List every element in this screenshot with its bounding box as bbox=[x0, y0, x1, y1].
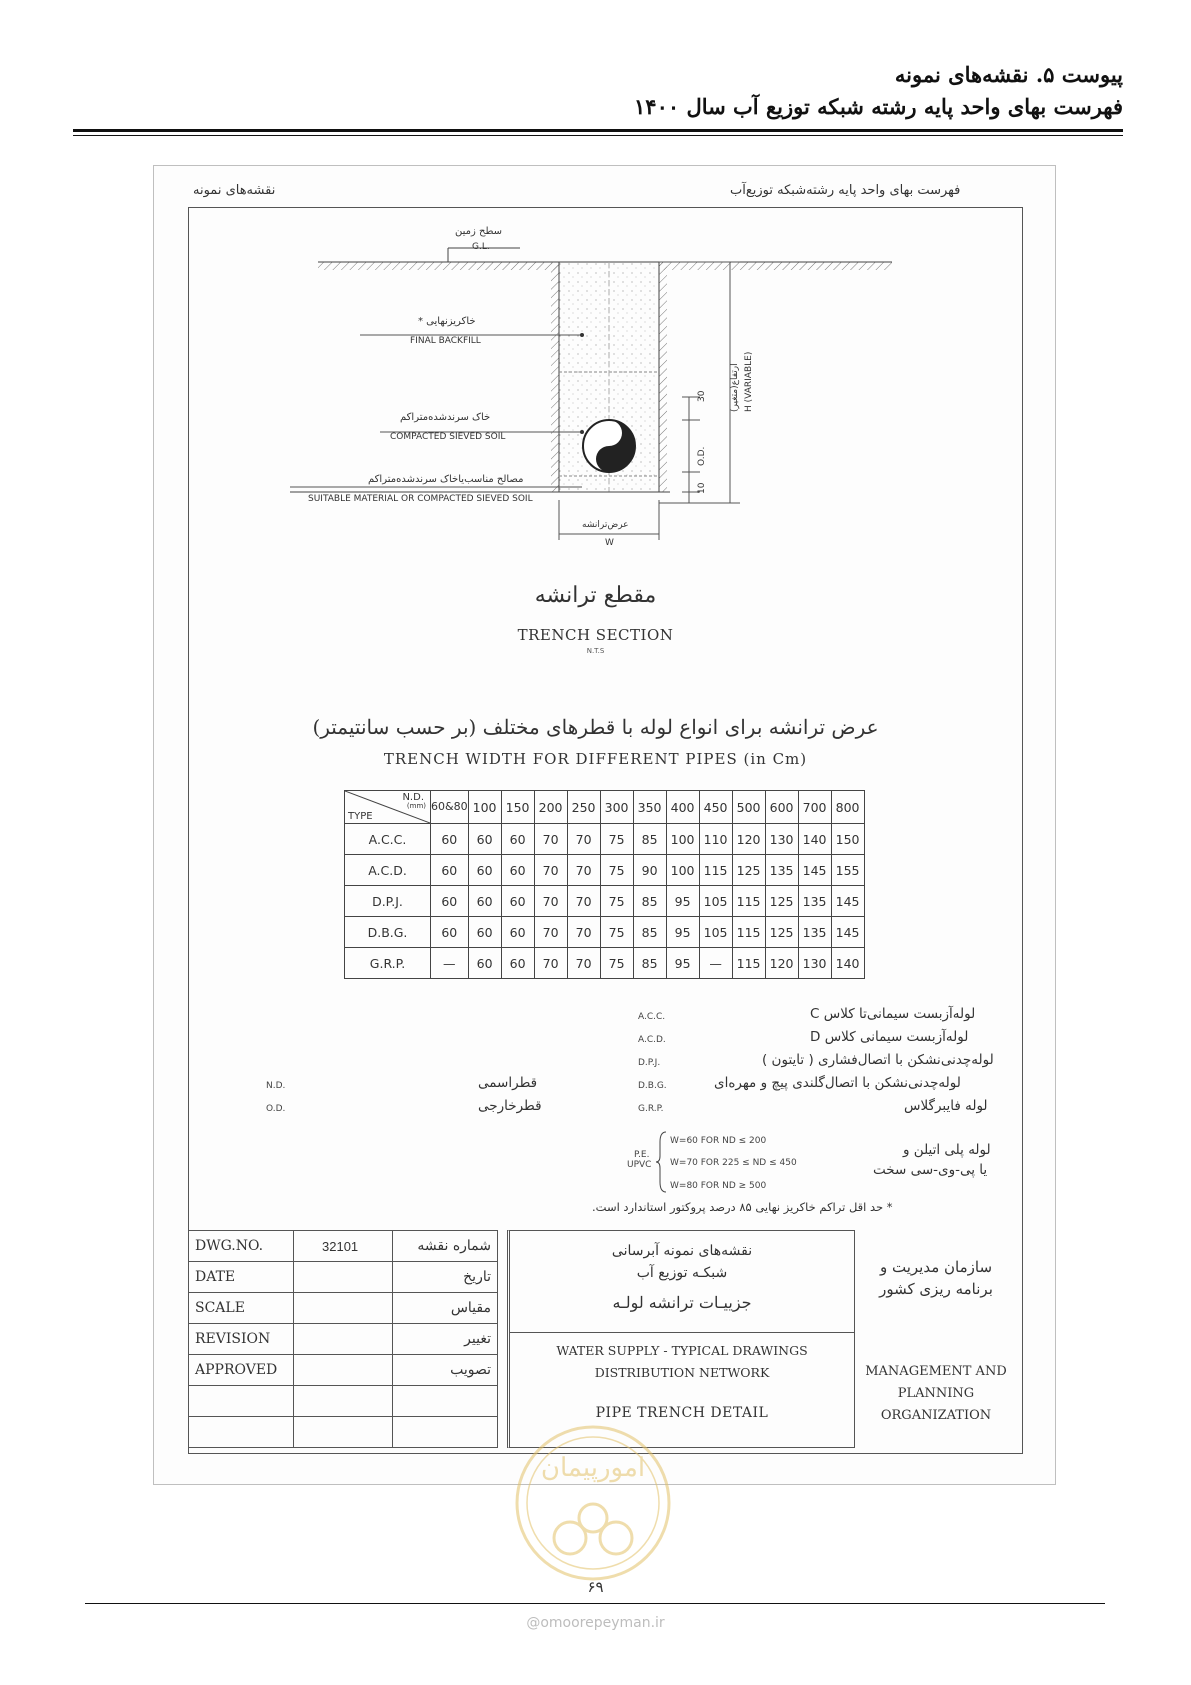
org-name-en-1: MANAGEMENT AND bbox=[865, 1364, 1007, 1379]
table-cell: 60 bbox=[468, 948, 501, 979]
table-cell: 115 bbox=[732, 948, 765, 979]
drawing-title-en-2: DISTRIBUTION NETWORK bbox=[594, 1365, 770, 1380]
row-type: D.B.G. bbox=[345, 917, 431, 948]
table-cell: 70 bbox=[567, 948, 600, 979]
table-cell: 75 bbox=[600, 917, 633, 948]
tb-value bbox=[294, 1417, 393, 1448]
website-url: @omoorepeyman.ir bbox=[526, 1615, 665, 1631]
table-cell: 70 bbox=[534, 886, 567, 917]
table-cell: 60 bbox=[431, 824, 469, 855]
legend-text: لوله‌چدنی‌نشکن با اتصال‌گلندی پیچ و مهره‌ای bbox=[714, 1075, 961, 1091]
label-final-backfill-fa: خاکریزنهایی * bbox=[418, 316, 476, 327]
tb-value bbox=[294, 1355, 393, 1386]
label-suitable-material-en: SUITABLE MATERIAL OR COMPACTED SIEVED SOIL bbox=[308, 494, 533, 504]
column-header: 700 bbox=[798, 791, 831, 824]
table-cell: 140 bbox=[798, 824, 831, 855]
tb-value bbox=[294, 1386, 393, 1417]
pe-rule: W=60 FOR ND ≤ 200 bbox=[670, 1136, 767, 1146]
org-name-en-2: PLANNING bbox=[897, 1386, 975, 1401]
pe-rule: W=70 FOR 225 ≤ ND ≤ 450 bbox=[670, 1158, 797, 1168]
compaction-footnote: * حد اقل تراکم خاکریز نهایی ۸۵ درصد پروکتور استاندارد است. bbox=[592, 1200, 893, 1214]
table-cell: 70 bbox=[567, 824, 600, 855]
table-cell: 75 bbox=[600, 886, 633, 917]
table-cell: — bbox=[699, 948, 732, 979]
table-cell: 135 bbox=[798, 917, 831, 948]
width-table-title-fa: عرض ترانشه برای انواع لوله با قطرهای مختلف (بر حسب سانتیمتر) bbox=[312, 715, 879, 739]
drawing-title-en-1: WATER SUPPLY - TYPICAL DRAWINGS bbox=[556, 1343, 808, 1358]
label-ground-level-fa: سطح زمین bbox=[455, 226, 503, 237]
legend-code: D.P.J. bbox=[638, 1058, 661, 1068]
label-compacted-soil-fa: خاک سرندشده‌متراکم bbox=[400, 412, 491, 423]
dim-30: 30 bbox=[697, 390, 707, 402]
organization-block bbox=[851, 1230, 1021, 1446]
legend-text: لوله‌آزبست سیمانی کلاس D bbox=[810, 1029, 969, 1045]
drawing-title-fa-3: جزییـات ترانشه لولـه bbox=[612, 1293, 752, 1312]
table-cell: 85 bbox=[633, 917, 666, 948]
sheet-header-left: نقشه‌های نمونه bbox=[193, 183, 276, 198]
label-final-backfill-en: FINAL BACKFILL bbox=[410, 336, 481, 346]
title-block-row bbox=[189, 1417, 498, 1448]
corner-type: TYPE bbox=[348, 811, 373, 822]
table-cell: 105 bbox=[699, 886, 732, 917]
table-cell: 145 bbox=[798, 855, 831, 886]
dim-width-en: W bbox=[605, 538, 614, 548]
table-cell: 145 bbox=[831, 917, 864, 948]
table-cell: 120 bbox=[732, 824, 765, 855]
tb-label-en: APPROVED bbox=[189, 1355, 294, 1386]
table-cell: 70 bbox=[534, 855, 567, 886]
tb-label-en: DATE bbox=[189, 1262, 294, 1293]
table-cell: 60 bbox=[501, 917, 534, 948]
table-cell: 115 bbox=[732, 917, 765, 948]
table-cell: 120 bbox=[765, 948, 798, 979]
tb-value: 32101 bbox=[294, 1231, 393, 1262]
table-cell: 155 bbox=[831, 855, 864, 886]
table-cell: 110 bbox=[699, 824, 732, 855]
table-cell: 85 bbox=[633, 886, 666, 917]
legend-text: لوله فایبرگلاس bbox=[904, 1098, 988, 1114]
tb-label-fa: تاریخ bbox=[393, 1262, 498, 1293]
row-type: D.P.J. bbox=[345, 886, 431, 917]
tb-label-en: REVISION bbox=[189, 1324, 294, 1355]
legend-code: A.C.C. bbox=[638, 1012, 666, 1022]
column-header: 400 bbox=[666, 791, 699, 824]
table-cell: 60 bbox=[501, 948, 534, 979]
title-block-row bbox=[189, 1231, 498, 1262]
pe-rule: W=80 FOR ND ≥ 500 bbox=[670, 1181, 767, 1191]
column-header: 100 bbox=[468, 791, 501, 824]
table-cell: 135 bbox=[765, 855, 798, 886]
row-type: A.C.C. bbox=[345, 824, 431, 855]
table-cell: 135 bbox=[798, 886, 831, 917]
legend-code: D.B.G. bbox=[638, 1081, 667, 1091]
table-cell: 70 bbox=[567, 917, 600, 948]
column-header: 600 bbox=[765, 791, 798, 824]
tb-label-fa: شماره نقشه bbox=[393, 1231, 498, 1262]
pe-code: P.E. bbox=[634, 1150, 650, 1160]
drawing-title-en-3: PIPE TRENCH DETAIL bbox=[595, 1405, 769, 1421]
tb-label-fa bbox=[393, 1386, 498, 1417]
abbrev-text-nd: قطراسمی bbox=[478, 1075, 538, 1091]
label-suitable-material-fa: مصالح مناسب‌یاخاک سرندشده‌متراکم bbox=[368, 474, 524, 485]
column-header: 800 bbox=[831, 791, 864, 824]
table-row bbox=[345, 886, 865, 917]
trench-section-title-en: TRENCH SECTION bbox=[517, 626, 674, 644]
table-cell: 60 bbox=[468, 855, 501, 886]
abbrev-code-nd: N.D. bbox=[266, 1081, 286, 1091]
table-header-row bbox=[345, 791, 865, 824]
table-cell: 60 bbox=[501, 855, 534, 886]
dim-h-variable: H (VARIABLE) bbox=[744, 351, 754, 412]
table-cell: 150 bbox=[831, 824, 864, 855]
tb-value bbox=[294, 1262, 393, 1293]
tb-label-fa: مقیاس bbox=[393, 1293, 498, 1324]
page-header-subtitle: فهرست بهای واحد پایه رشته شبکه توزیع آب سال ۱۴۰۰ bbox=[634, 94, 1123, 119]
dim-od: O.D. bbox=[697, 446, 707, 466]
trench-section-title-fa: مقطع ترانشه bbox=[534, 583, 657, 608]
watermark-logo bbox=[508, 1418, 678, 1588]
title-block-row bbox=[189, 1324, 498, 1355]
tb-label-en bbox=[189, 1417, 294, 1448]
table-cell: 115 bbox=[699, 855, 732, 886]
legend-code: G.R.P. bbox=[638, 1104, 664, 1114]
table-cell: 70 bbox=[534, 917, 567, 948]
label-compacted-soil-en: COMPACTED SIEVED SOIL bbox=[390, 432, 506, 442]
org-name-fa-1: سازمان مدیریت و bbox=[879, 1258, 993, 1276]
table-cell: 145 bbox=[831, 886, 864, 917]
table-cell: 95 bbox=[666, 948, 699, 979]
pe-text-1: لوله پلی اتیلن و bbox=[903, 1142, 991, 1158]
label-ground-level-en: G.L. bbox=[472, 242, 490, 252]
table-cell: 100 bbox=[666, 855, 699, 886]
org-name-fa-2: برنامه ریزی کشور bbox=[879, 1280, 993, 1298]
table-cell: 125 bbox=[765, 886, 798, 917]
title-block-table bbox=[188, 1230, 498, 1448]
table-cell: 125 bbox=[765, 917, 798, 948]
table-row bbox=[345, 917, 865, 948]
column-header: 150 bbox=[501, 791, 534, 824]
table-cell: 60 bbox=[431, 917, 469, 948]
table-cell: 70 bbox=[534, 824, 567, 855]
title-block-row bbox=[189, 1355, 498, 1386]
tb-label-fa: تصویب bbox=[393, 1355, 498, 1386]
watermark-text: امورپیمان bbox=[540, 1453, 646, 1483]
table-cell: 85 bbox=[633, 824, 666, 855]
table-row bbox=[345, 855, 865, 886]
table-cell: 60 bbox=[501, 824, 534, 855]
tb-label-en: SCALE bbox=[189, 1293, 294, 1324]
trench-width-table bbox=[344, 790, 865, 979]
dim-width-fa: عرض‌ترانشه bbox=[582, 520, 629, 530]
trench-section-scale: N.T.S bbox=[586, 647, 605, 655]
table-cell: 75 bbox=[600, 855, 633, 886]
title-block-row bbox=[189, 1293, 498, 1324]
org-name-en-3: ORGANIZATION bbox=[880, 1408, 992, 1423]
title-divider bbox=[510, 1332, 854, 1333]
table-cell: 115 bbox=[732, 886, 765, 917]
table-cell: 60 bbox=[468, 824, 501, 855]
column-header: 450 bbox=[699, 791, 732, 824]
title-block-drawing-title bbox=[507, 1230, 855, 1448]
sheet-header-right: فهرست بهای واحد پایه رشته‌شبکه توزیع‌آب bbox=[730, 183, 961, 198]
column-header: 500 bbox=[732, 791, 765, 824]
tb-label-fa: تغییر bbox=[393, 1324, 498, 1355]
column-header: 250 bbox=[567, 791, 600, 824]
table-cell: 60 bbox=[468, 917, 501, 948]
table-row bbox=[345, 948, 865, 979]
column-header: 350 bbox=[633, 791, 666, 824]
table-cell: 95 bbox=[666, 917, 699, 948]
page-header-title: پیوست ۵. نقشه‌های نمونه bbox=[894, 62, 1123, 87]
trench-section-drawing bbox=[0, 0, 1191, 560]
dim-10: 10 bbox=[697, 482, 707, 494]
table-cell: 75 bbox=[600, 824, 633, 855]
table-cell: 125 bbox=[732, 855, 765, 886]
drawing-title-fa-2: شبکـه توزیع آب bbox=[636, 1265, 728, 1281]
tb-label-fa bbox=[393, 1417, 498, 1448]
table-cell: — bbox=[431, 948, 469, 979]
table-cell: 100 bbox=[666, 824, 699, 855]
column-header: 200 bbox=[534, 791, 567, 824]
drawing-title-fa-1: نقشه‌های نمونه آبرسانی bbox=[611, 1243, 753, 1259]
table-row bbox=[345, 824, 865, 855]
title-block-row bbox=[189, 1262, 498, 1293]
tb-label-en bbox=[189, 1386, 294, 1417]
tb-value bbox=[294, 1324, 393, 1355]
table-corner-cell bbox=[345, 791, 431, 824]
table-cell: 70 bbox=[567, 855, 600, 886]
table-cell: 130 bbox=[765, 824, 798, 855]
page-number: ۶۹ bbox=[587, 1578, 604, 1596]
table-cell: 70 bbox=[567, 886, 600, 917]
table-cell: 130 bbox=[798, 948, 831, 979]
table-cell: 60 bbox=[501, 886, 534, 917]
width-table-title-en: TRENCH WIDTH FOR DIFFERENT PIPES (in Cm) bbox=[383, 750, 808, 768]
table-cell: 140 bbox=[831, 948, 864, 979]
legend-code: A.C.D. bbox=[638, 1035, 666, 1045]
table-cell: 60 bbox=[431, 886, 469, 917]
legend-text: لوله‌آزبست سیمانی‌تا کلاس C bbox=[810, 1006, 976, 1022]
pe-text-2: یا پی-وی-سی سخت bbox=[873, 1162, 988, 1178]
title-block-row bbox=[189, 1386, 498, 1417]
table-cell: 60 bbox=[431, 855, 469, 886]
corner-nd: N.D. bbox=[402, 792, 424, 803]
table-cell: 105 bbox=[699, 917, 732, 948]
table-cell: 70 bbox=[534, 948, 567, 979]
table-cell: 95 bbox=[666, 886, 699, 917]
abbrev-text-od: قطرخارجی bbox=[478, 1098, 542, 1114]
table-cell: 60 bbox=[468, 886, 501, 917]
table-cell: 90 bbox=[633, 855, 666, 886]
row-type: A.C.D. bbox=[345, 855, 431, 886]
row-type: G.R.P. bbox=[345, 948, 431, 979]
dim-h-fa: ارتفاع(متغیر) bbox=[730, 363, 740, 412]
column-header: 300 bbox=[600, 791, 633, 824]
corner-mm: (mm) bbox=[406, 802, 426, 810]
tb-value bbox=[294, 1293, 393, 1324]
footer-rule bbox=[85, 1603, 1105, 1604]
pe-brace bbox=[656, 1130, 668, 1194]
tb-label-en: DWG.NO. bbox=[189, 1231, 294, 1262]
abbrev-code-od: O.D. bbox=[266, 1104, 286, 1114]
column-header: 60&80 bbox=[431, 791, 469, 824]
upvc-code: UPVC bbox=[627, 1160, 652, 1170]
table-cell: 85 bbox=[633, 948, 666, 979]
legend-text: لوله‌چدنی‌نشکن با اتصال‌فشاری ( تایتون ) bbox=[762, 1052, 994, 1068]
table-cell: 75 bbox=[600, 948, 633, 979]
